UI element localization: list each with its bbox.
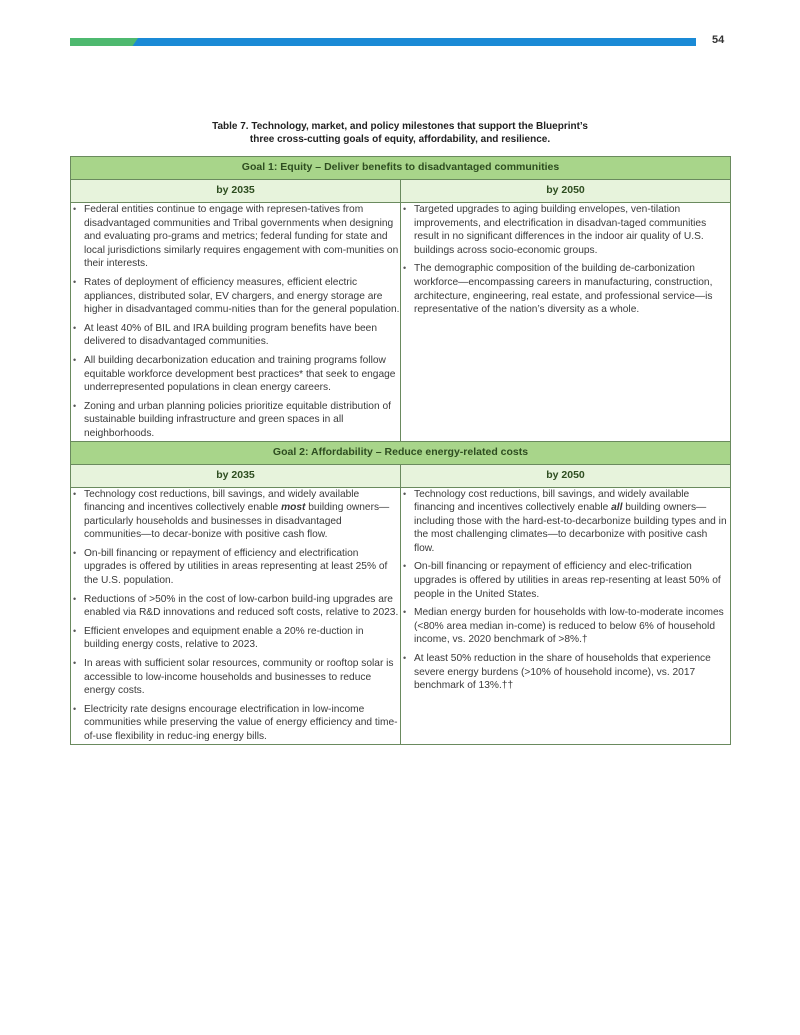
emphasis-all: all: [611, 502, 623, 514]
table-caption: [150, 120, 650, 146]
list-item: • At least 40% of BIL and IRA building program benefits have been delivered to disadvantaged communities.: [71, 322, 400, 349]
goal-2-2035-list: [71, 488, 400, 744]
list-item: • Targeted upgrades to aging building envelopes, ven-tilation improvements, and electrification in disadvan-taged communities result in no significant differences in the indoor air quality of U.S. buildings across socio-economic groups.: [401, 203, 730, 257]
table-caption-line-1: Table 7. Technology, market, and policy milestones that support the Blueprint’s: [212, 121, 588, 132]
list-item-text-end: building owners—including those with the hard-est-to-decarbonize building types and in the most challenging climates—to decarbonize with positive cash flow.: [414, 502, 727, 554]
list-item: • Median energy burden for households with low-to-moderate incomes (<80% area median in-come) is reduced to below 6% of household income, vs. 2020 benchmark of >8%.†: [401, 606, 730, 647]
goal-1-content-row: [71, 203, 731, 442]
list-item: • The demographic composition of the building de-carbonization workforce—encompassing careers in manufacturing, construction, architecture, engineering, real estate, and professional service—is representative of the nation’s diversity as a whole.: [401, 262, 730, 316]
list-item: • Federal entities continue to engage with represen-tatives from disadvantaged communities and Tribal governments when designing and evaluating pro-grams and metrics; federal funding for state and local jurisdictions similarly requires engagement with com-munities on their interests.: [71, 203, 400, 271]
goal-1-2050-cell: [401, 203, 731, 442]
list-item: [71, 488, 400, 542]
list-item: • All building decarbonization education and training programs follow equitable workforce development best practices* that seek to engage underrepresented populations in clean energy careers.: [71, 354, 400, 395]
goal-2-column-2050: by 2050: [401, 464, 731, 487]
goal-2-header-row: [71, 441, 731, 464]
goal-2-2050-list: [401, 488, 730, 693]
list-item-text-end: building owners—particularly households and businesses in disadvantaged communities—to decar-bonize with positive cash flow.: [84, 502, 390, 541]
emphasis-most: most: [281, 502, 306, 514]
list-item: • Electricity rate designs encourage electrification in low-income communities while preserving the value of energy efficiency and time-of-use flexibility in reduc-ing energy bills.: [71, 703, 400, 744]
goal-2-year-row: [71, 464, 731, 487]
goal-1-header-row: [71, 157, 731, 180]
goal-1-2050-list: [401, 203, 730, 317]
goal-2-2050-cell: [401, 487, 731, 744]
list-item: • On-bill financing or repayment of efficiency and electrification upgrades is offered by utilities in areas representing at least 25% of the U.S. population.: [71, 547, 400, 588]
list-item-text-start: Technology cost reductions, bill savings, and widely available financing and incentives collectively enable: [414, 488, 690, 514]
goal-2-content-row: [71, 487, 731, 744]
goal-2-title: Goal 2: Affordability – Reduce energy-related costs: [71, 441, 731, 464]
header-accent-green-segment: [70, 38, 138, 46]
list-item: [401, 488, 730, 556]
goal-2-2035-cell: [71, 487, 401, 744]
list-item: • In areas with sufficient solar resources, community or rooftop solar is accessible to low-income households and businesses to reduce energy costs.: [71, 657, 400, 698]
goal-1-2035-cell: [71, 203, 401, 442]
milestones-table: [70, 156, 731, 745]
goal-1-2035-list: [71, 203, 400, 441]
list-item: • On-bill financing or repayment of efficiency and elec-trification upgrades is offered by utilities in areas rep-resenting at least 50% of people in the United States.: [401, 560, 730, 601]
goal-1-column-2050: by 2050: [401, 180, 731, 203]
goal-1-year-row: [71, 180, 731, 203]
table-caption-line-2: three cross-cutting goals of equity, affordability, and resilience.: [249, 134, 551, 145]
header-accent-bar: [70, 38, 696, 46]
list-item: • Reductions of >50% in the cost of low-carbon build-ing upgrades are enabled via R&D innovations and reduced soft costs, relative to 2023.: [71, 593, 400, 620]
goal-1-title: Goal 1: Equity – Deliver benefits to disadvantaged communities: [71, 157, 731, 180]
list-item: • At least 50% reduction in the share of households that experience severe energy burdens (>10% of household income), vs. 2017 benchmark of 13%.††: [401, 652, 730, 693]
page-number: 54: [712, 34, 725, 46]
list-item: • Efficient envelopes and equipment enable a 20% re-duction in building energy costs, relative to 2023.: [71, 625, 400, 652]
list-item-text-start: Technology cost reductions, bill savings, and widely available financing and incentives collectively enable: [84, 488, 360, 514]
goal-1-column-2035: by 2035: [71, 180, 401, 203]
goal-2-column-2035: by 2035: [71, 464, 401, 487]
list-item: • Rates of deployment of efficiency measures, efficient electric appliances, distributed solar, EV chargers, and energy storage are higher in disadvantaged commu-nities than for the general population.: [71, 276, 400, 317]
list-item: • Zoning and urban planning policies prioritize equitable distribution of sustainable building infrastructure and green spaces in all neighborhoods.: [71, 400, 400, 441]
